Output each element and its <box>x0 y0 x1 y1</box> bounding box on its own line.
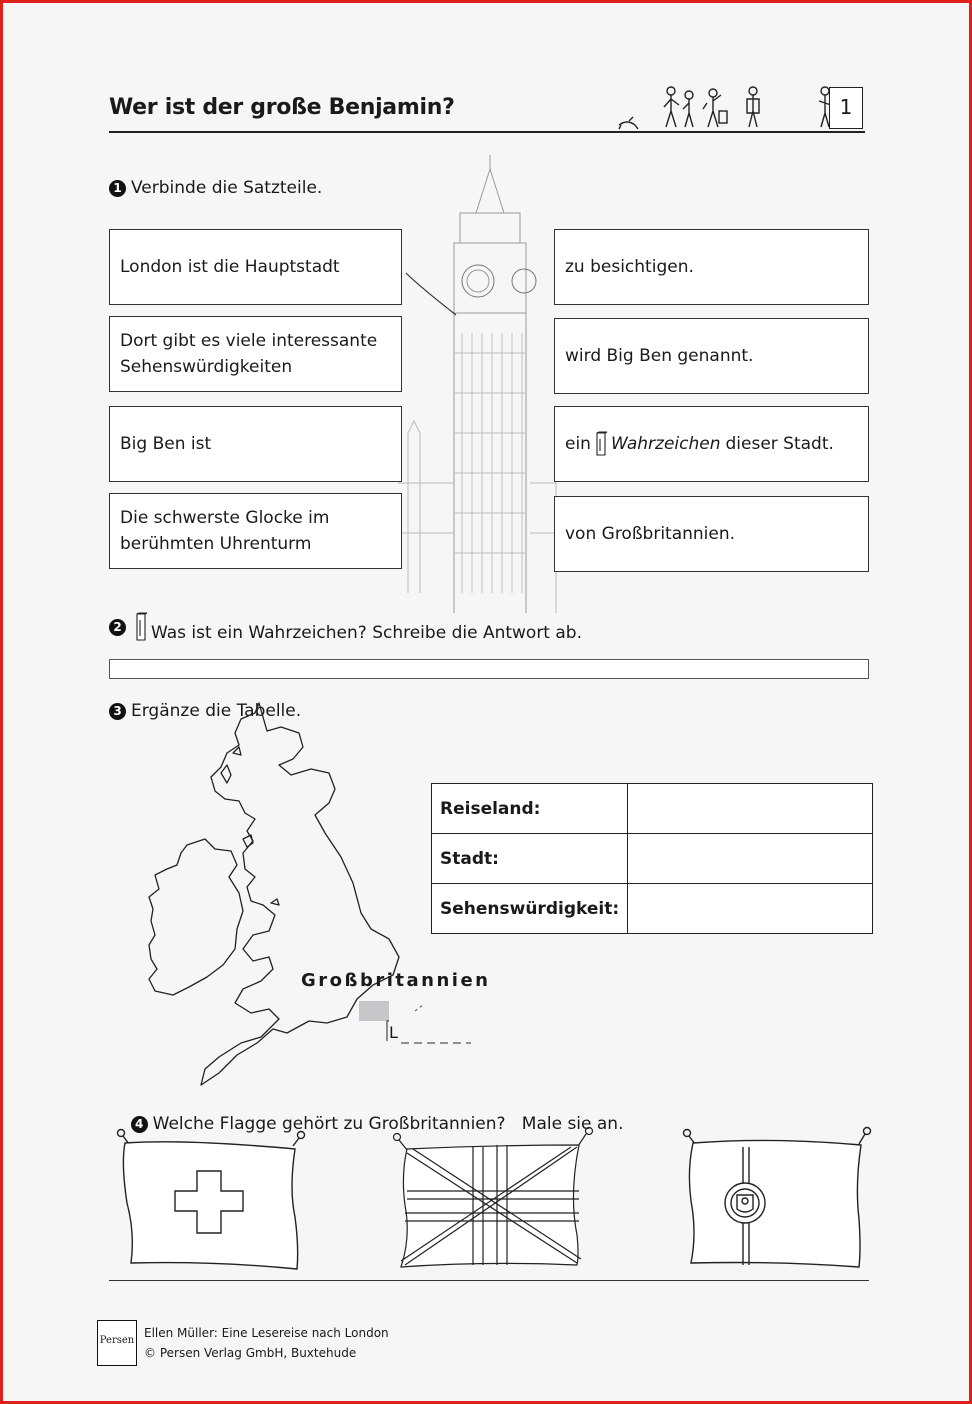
page-number-box: 1 <box>829 87 863 129</box>
right-part-3-suffix: dieser Stadt. <box>725 434 834 454</box>
big-ben-sketch <box>398 153 558 618</box>
footer-book-title: Ellen Müller: Eine Lesereise nach London <box>144 1326 389 1340</box>
publisher-logo <box>97 1320 137 1366</box>
travel-info-table <box>431 783 873 934</box>
task2-answer-field[interactable] <box>109 659 869 679</box>
union-jack-flag-icon[interactable] <box>389 1123 599 1273</box>
swiss-flag-icon[interactable] <box>115 1127 311 1277</box>
table-label: Reiseland: <box>432 784 628 834</box>
footer-credits <box>144 1323 389 1363</box>
table-answer-cell[interactable] <box>628 834 873 884</box>
left-part-4[interactable]: Die schwerste Glocke im berühmten Uhrenturm <box>109 493 402 569</box>
task1-text: Verbinde die Satzteile. <box>131 178 323 198</box>
right-part-3-emphasis: Wahrzeichen <box>610 434 721 454</box>
title-divider <box>109 131 865 133</box>
table-row <box>432 784 873 834</box>
table-answer-cell[interactable] <box>628 884 873 934</box>
task2-number: 2 <box>109 619 126 636</box>
right-part-1[interactable]: zu besichtigen. <box>554 229 869 305</box>
city-hint-letter: L <box>389 1023 398 1042</box>
table-row <box>432 884 873 934</box>
left-part-1[interactable]: London ist die Hauptstadt <box>109 229 402 305</box>
table-row <box>432 834 873 884</box>
task1-instruction <box>109 178 322 198</box>
children-illustration-icon <box>615 81 785 133</box>
task4-text: Welche Flagge gehört zu Großbritannien? Male sie an. <box>152 1114 624 1134</box>
table-label: Sehenswürdigkeit: <box>432 884 628 934</box>
left-part-3[interactable]: Big Ben ist <box>109 406 402 482</box>
right-part-3-prefix: ein <box>565 434 591 454</box>
portuguese-flag-icon[interactable] <box>679 1123 875 1273</box>
task3-instruction <box>109 701 301 721</box>
right-part-3[interactable] <box>554 406 869 482</box>
right-part-2[interactable]: wird Big Ben genannt. <box>554 318 869 394</box>
task2-text: Was ist ein Wahrzeichen? Schreibe die Antwort ab. <box>151 623 582 643</box>
right-part-4[interactable]: von Großbritannien. <box>554 496 869 572</box>
task3-number: 3 <box>109 703 126 720</box>
publisher-logo-text: Persen <box>99 1335 135 1346</box>
table-answer-cell[interactable] <box>628 784 873 834</box>
footer-copyright: © Persen Verlag GmbH, Buxtehude <box>144 1346 357 1360</box>
task2-instruction <box>109 611 582 643</box>
task3-text: Ergänze die Tabelle. <box>131 701 302 721</box>
footer-divider <box>109 1280 869 1281</box>
page-title: Wer ist der große Benjamin? <box>109 95 455 120</box>
table-label: Stadt: <box>432 834 628 884</box>
map-label-great-britain: Großbritannien <box>301 970 491 991</box>
left-part-2[interactable]: Dort gibt es viele interessante Sehenswürdigkeiten <box>109 316 402 392</box>
dictionary-icon <box>134 612 148 642</box>
task1-number: 1 <box>109 180 126 197</box>
task4-number: 4 <box>131 1116 148 1133</box>
dictionary-icon <box>594 431 608 457</box>
